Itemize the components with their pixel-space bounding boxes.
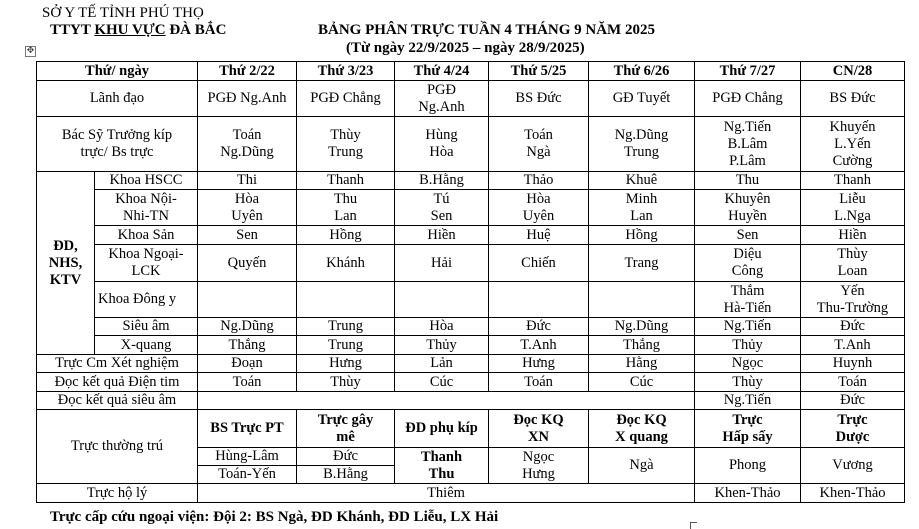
table-row	[37, 484, 905, 503]
duty-subheader: Đọc KQ X quang	[589, 410, 695, 448]
table-cell: PGĐ Chẳng	[695, 81, 801, 117]
duty-subheader: Đọc KQ XN	[489, 410, 589, 448]
table-cell: Đức	[297, 448, 395, 466]
table-cell: Toán	[801, 373, 905, 392]
table-cell: PGĐ Ng.Anh	[198, 81, 297, 117]
table-cell	[198, 282, 297, 318]
org-suffix: ĐÀ BẮC	[165, 22, 227, 38]
duty-subheader: Trực Dược	[801, 410, 905, 448]
table-cell: PGĐ Ng.Anh	[395, 81, 489, 117]
row-label: Trực thường trú	[37, 410, 198, 484]
table-cell: Hằng	[589, 355, 695, 373]
corner-mark-icon	[690, 522, 697, 529]
row-label: Lãnh đạo	[37, 81, 198, 117]
table-cell: Khuyến L.Yến Cường	[801, 117, 905, 172]
table-cell: Thanh Thu	[395, 448, 489, 484]
table-cell: Hải	[395, 245, 489, 282]
header-row	[37, 62, 905, 81]
table-cell: Thủy	[695, 336, 801, 355]
table-cell: Thùy	[297, 373, 395, 392]
day-header: Thứ 4/24	[395, 62, 489, 81]
table-cell: Hùng-Lâm	[198, 448, 297, 466]
table-cell: Khuyên Huyền	[695, 190, 801, 226]
duty-subheader: BS Trực PT	[198, 410, 297, 448]
table-cell	[589, 282, 695, 318]
table-cell: B.Hằng	[297, 466, 395, 484]
row-label: Khoa Đông y	[95, 282, 198, 318]
document-subtitle: (Từ ngày 22/9/2025 – ngày 28/9/2025)	[346, 40, 585, 56]
duty-roster-table	[36, 61, 905, 503]
table-cell: Hùng Hòa	[395, 117, 489, 172]
table-row	[37, 226, 905, 245]
row-label: Khoa Nội- Nhi-TN	[95, 190, 198, 226]
table-row	[37, 172, 905, 190]
table-cell: Tú Sen	[395, 190, 489, 226]
table-cell: Huệ	[489, 226, 589, 245]
table-cell: Đức	[801, 318, 905, 336]
table-cell: Thủy	[395, 336, 489, 355]
table-cell: Ng.Tiến B.Lâm P.Lâm	[695, 117, 801, 172]
day-header: Thứ 3/23	[297, 62, 395, 81]
row-label: Đọc kết quả siêu âm	[37, 392, 198, 410]
row-label: Bác Sỹ Trưởng kíp trực/ Bs trực	[37, 117, 198, 172]
table-cell: Hiền	[801, 226, 905, 245]
table-move-handle-icon[interactable]: ✥	[26, 46, 35, 56]
table-cell: Cúc	[589, 373, 695, 392]
table-cell: Toán	[489, 373, 589, 392]
day-header: Thứ 5/25	[489, 62, 589, 81]
table-cell: Ng.Tiến	[695, 318, 801, 336]
corner-header: Thứ/ ngày	[37, 62, 198, 81]
table-cell: Khánh	[297, 245, 395, 282]
row-label: Trực Cm Xét nghiệm	[37, 355, 198, 373]
table-cell: Phong	[695, 448, 801, 484]
table-cell: Sen	[198, 226, 297, 245]
table-row	[37, 81, 905, 117]
table-cell: B.Hằng	[395, 172, 489, 190]
table-row	[37, 190, 905, 226]
org-underlined: KHU VỰC	[94, 22, 166, 38]
table-cell: Thùy Trung	[297, 117, 395, 172]
table-cell: T.Anh	[801, 336, 905, 355]
table-cell: Thanh	[297, 172, 395, 190]
day-header: Thứ 6/26	[589, 62, 695, 81]
day-header: CN/28	[801, 62, 905, 81]
table-cell	[297, 282, 395, 318]
table-cell: Hòa Uyên	[489, 190, 589, 226]
duty-subheader: Trực gây mê	[297, 410, 395, 448]
table-cell: Ng.Dũng	[589, 318, 695, 336]
row-label: Siêu âm	[95, 318, 198, 336]
table-cell: Đức	[489, 318, 589, 336]
table-cell: Hòa Uyên	[198, 190, 297, 226]
row-label: Khoa HSCC	[95, 172, 198, 190]
table-row	[37, 355, 905, 373]
table-cell	[489, 282, 589, 318]
row-label: X-quang	[95, 336, 198, 355]
table-cell: Thi	[198, 172, 297, 190]
document-title: BẢNG PHÂN TRỰC TUẦN 4 THÁNG 9 NĂM 2025	[318, 22, 655, 38]
table-cell: Thùy Loan	[801, 245, 905, 282]
table-cell: Trung	[297, 318, 395, 336]
day-header: Thứ 7/27	[695, 62, 801, 81]
row-label: Đọc kết quả Điện tim	[37, 373, 198, 392]
table-cell: Cúc	[395, 373, 489, 392]
table-cell: Hồng	[297, 226, 395, 245]
table-row	[37, 373, 905, 392]
table-cell: Vương	[801, 448, 905, 484]
table-cell: Hiền	[395, 226, 489, 245]
table-cell: Yến Thu-Trường	[801, 282, 905, 318]
table-row	[37, 410, 905, 448]
org-name-line1: SỞ Y TẾ TỈNH PHÚ THỌ	[42, 5, 204, 21]
table-cell: Hưng	[489, 355, 589, 373]
row-label: Khoa Sản	[95, 226, 198, 245]
table-cell: T.Anh	[489, 336, 589, 355]
table-cell: Toán	[198, 373, 297, 392]
row-label: Trực hộ lý	[37, 484, 198, 503]
row-label: Khoa Ngoại- LCK	[95, 245, 198, 282]
table-row	[37, 245, 905, 282]
table-cell: Ng.Dũng Trung	[589, 117, 695, 172]
table-cell: Thắng	[589, 336, 695, 355]
table-cell: Khuê	[589, 172, 695, 190]
day-header: Thứ 2/22	[198, 62, 297, 81]
table-cell: Liễu L.Nga	[801, 190, 905, 226]
table-cell: Sen	[695, 226, 801, 245]
table-cell: Thiêm	[198, 484, 695, 503]
table-cell: BS Đức	[489, 81, 589, 117]
table-cell: Thắm Hà-Tiến	[695, 282, 801, 318]
table-cell: Hưng	[297, 355, 395, 373]
table-row	[37, 392, 905, 410]
table-cell: Thu Lan	[297, 190, 395, 226]
table-cell: Toán Ng.Dũng	[198, 117, 297, 172]
table-cell: Khen-Thảo	[801, 484, 905, 503]
table-row	[37, 117, 905, 172]
table-cell: Thùy	[695, 373, 801, 392]
table-cell: Thu	[695, 172, 801, 190]
table-cell: Thảo	[489, 172, 589, 190]
table-cell: Ng.Dũng	[198, 318, 297, 336]
table-cell: Huynh	[801, 355, 905, 373]
table-cell: Trung	[297, 336, 395, 355]
org-prefix: TTYT	[50, 22, 95, 38]
emergency-team-note: Trực cấp cứu ngoại viện: Đội 2: BS Ngà, ĐD Khánh, ĐD Liễu, LX Hải	[50, 509, 499, 525]
table-cell: Ngà	[589, 448, 695, 484]
duty-subheader: ĐD phụ kíp	[395, 410, 489, 448]
table-cell: Toán-Yến	[198, 466, 297, 484]
group-label: ĐD, NHS, KTV	[37, 172, 95, 355]
table-cell: Đức	[801, 392, 905, 410]
table-cell: Khen-Thảo	[695, 484, 801, 503]
table-cell: Thắng	[198, 336, 297, 355]
table-cell: Đoạn	[198, 355, 297, 373]
duty-subheader: Trực Hấp sấy	[695, 410, 801, 448]
table-cell: Quyến	[198, 245, 297, 282]
org-name-line2	[50, 22, 226, 39]
table-cell: Hồng	[589, 226, 695, 245]
table-cell: Chiến	[489, 245, 589, 282]
table-cell: Lản	[395, 355, 489, 373]
table-cell: PGĐ Chẳng	[297, 81, 395, 117]
table-cell: Ngọc Hưng	[489, 448, 589, 484]
table-cell: Minh Lan	[589, 190, 695, 226]
table-cell: Diệu Công	[695, 245, 801, 282]
table-cell: Trang	[589, 245, 695, 282]
table-row	[37, 336, 905, 355]
table-cell: Hòa	[395, 318, 489, 336]
table-cell: BS Đức	[801, 81, 905, 117]
table-cell: Ngọc	[695, 355, 801, 373]
table-cell	[395, 282, 489, 318]
table-cell: Toán Ngà	[489, 117, 589, 172]
table-cell: GĐ Tuyết	[589, 81, 695, 117]
table-cell: Thanh	[801, 172, 905, 190]
table-row	[37, 318, 905, 336]
table-row	[37, 282, 905, 318]
table-cell-empty	[198, 392, 695, 410]
table-cell: Ng.Tiến	[695, 392, 801, 410]
